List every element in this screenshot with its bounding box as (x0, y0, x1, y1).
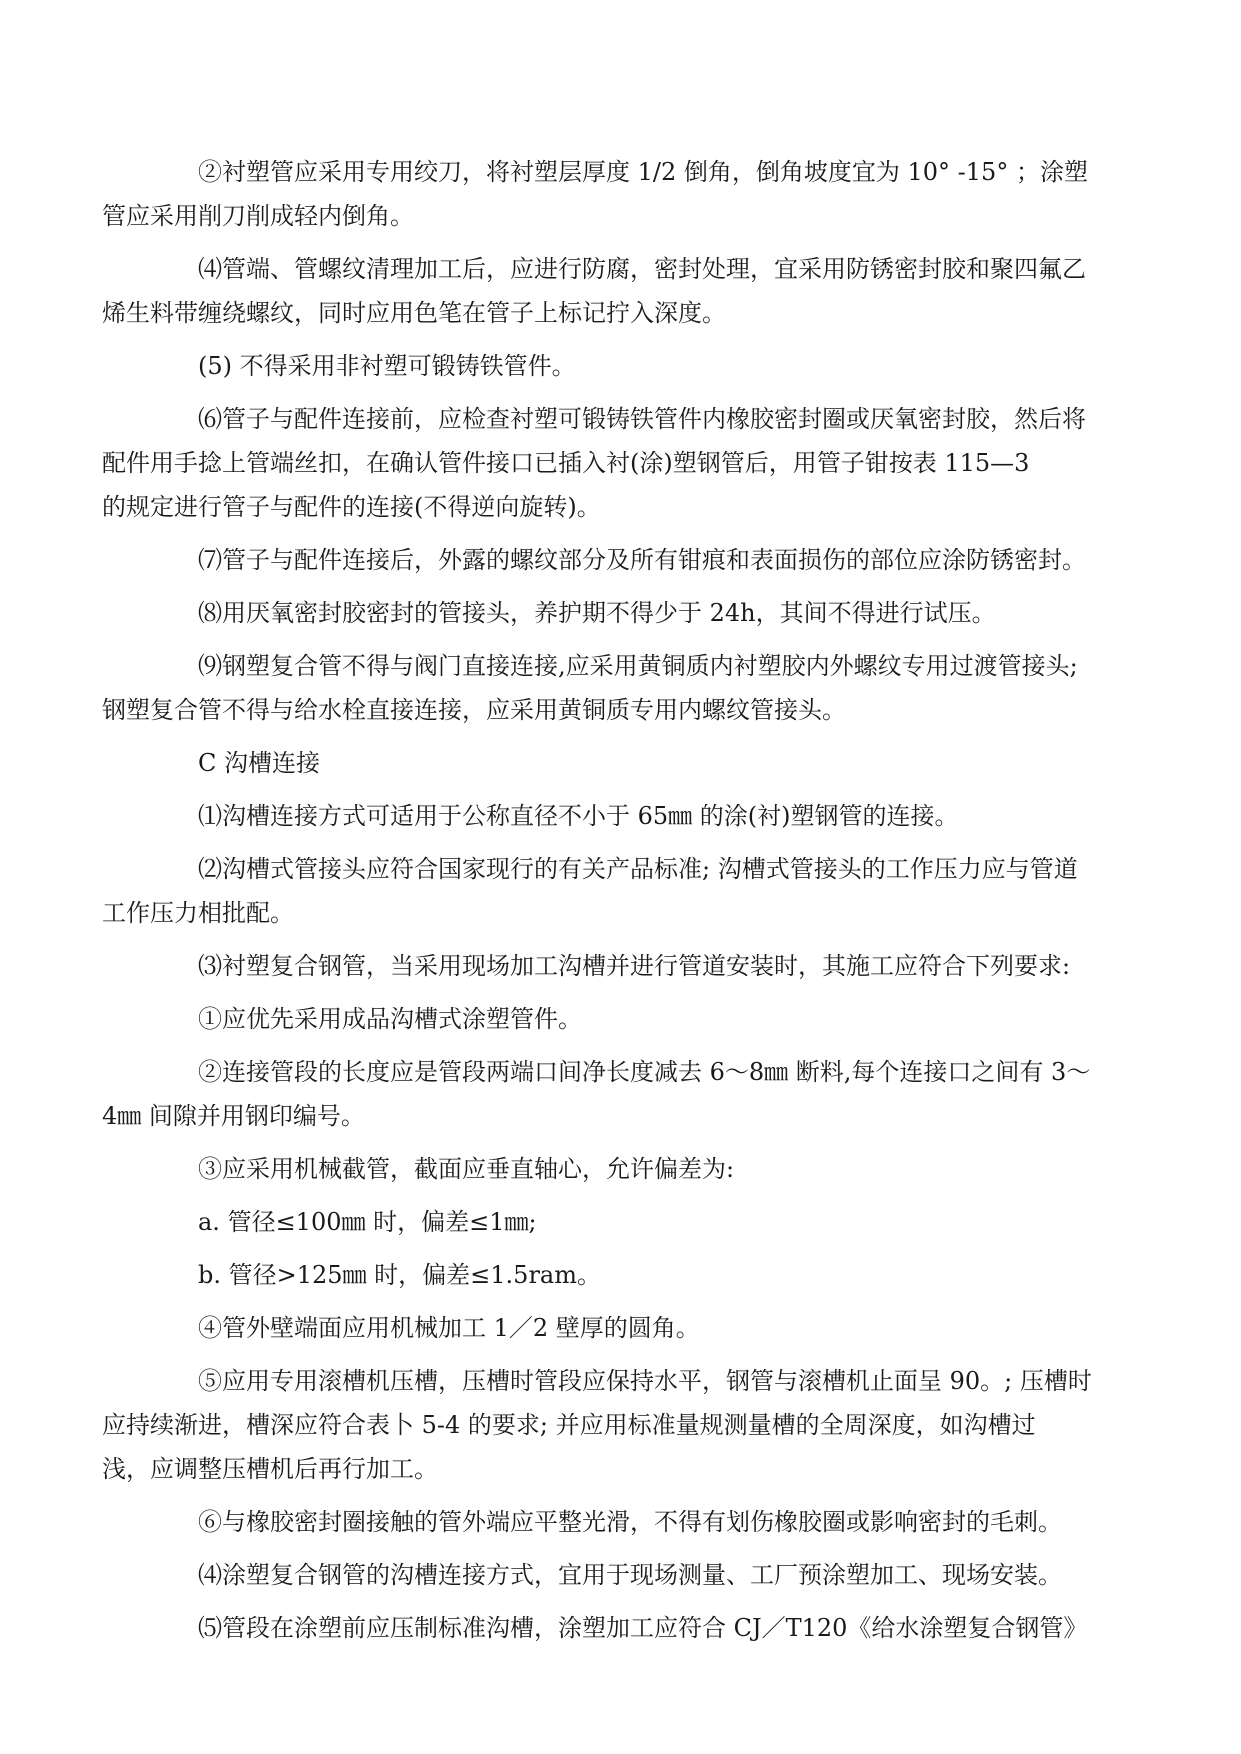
paragraph-line: ⑷涂塑复合钢管的沟槽连接方式，宜用于现场测量、工厂预涂塑加工、现场安装。 (198, 1561, 1062, 1589)
paragraph-line: ⑴沟槽连接方式可适用于公称直径不小于 65㎜ 的涂(衬)塑钢管的连接。 (198, 802, 959, 830)
paragraph-line: ⑻用厌氧密封胶密封的管接头，养护期不得少于 24h，其间不得进行试压。 (198, 599, 996, 627)
paragraph-line: ⑷管端、管螺纹清理加工后，应进行防腐，密封处理，宜采用防锈密封胶和聚四氟乙 (198, 255, 1086, 283)
paragraph-line: ①应优先采用成品沟槽式涂塑管件。 (198, 1005, 582, 1033)
paragraph (150, 538, 1118, 582)
paragraph-line: (5) 不得采用非衬塑可锻铸铁管件。 (198, 352, 576, 380)
document-page (102, 150, 1118, 1659)
paragraph (150, 1253, 1118, 1297)
paragraph (102, 847, 1118, 935)
paragraph (150, 1200, 1118, 1244)
paragraph (102, 644, 1118, 732)
paragraph-line: ②连接管段的长度应是管段两端口间净长度减去 6～8㎜ 断料,每个连接口之间有 3～ (198, 1058, 1091, 1086)
paragraph (150, 344, 1118, 388)
paragraph (102, 150, 1118, 238)
paragraph (150, 591, 1118, 635)
paragraph-line: 应持续渐进，槽深应符合表卜 5-4 的要求; 并应用标准量规测量槽的全周深度，如沟槽过 (102, 1411, 1036, 1439)
paragraph (102, 1359, 1118, 1491)
paragraph (150, 1147, 1118, 1191)
paragraph-line: 配件用手捻上管端丝扣，在确认管件接口已插入衬(涂)塑钢管后，用管子钳按表 115—3 (102, 449, 1030, 477)
paragraph-line: ⑹管子与配件连接前，应检查衬塑可锻铸铁管件内橡胶密封圈或厌氧密封胶，然后将 (198, 405, 1086, 433)
paragraph-line: 工作压力相批配。 (102, 899, 294, 927)
paragraph-line: 钢塑复合管不得与给水栓直接连接，应采用黄铜质专用内螺纹管接头。 (102, 696, 846, 724)
paragraph-line: ⑼钢塑复合管不得与阀门直接连接,应采用黄铜质内衬塑胶内外螺纹专用过渡管接头; (198, 652, 1078, 680)
paragraph-line: ④管外壁端面应用机械加工 1／2 壁厚的圆角。 (198, 1314, 700, 1342)
paragraph-line: ⑶衬塑复合钢管，当采用现场加工沟槽并进行管道安装时，其施工应符合下列要求: (198, 952, 1071, 980)
paragraph (150, 944, 1118, 988)
paragraph (102, 397, 1118, 529)
paragraph-line: a. 管径≤100㎜ 时，偏差≤1㎜; (198, 1208, 537, 1236)
paragraph-line: 4㎜ 间隙并用钢印编号。 (102, 1102, 365, 1130)
paragraph-line: ⑥与橡胶密封圈接触的管外端应平整光滑，不得有划伤橡胶圈或影响密封的毛刺。 (198, 1508, 1062, 1536)
paragraph-line: ⑵沟槽式管接头应符合国家现行的有关产品标准; 沟槽式管接头的工作压力应与管道 (198, 855, 1078, 883)
paragraph-line: C 沟槽连接 (198, 749, 320, 777)
paragraph (102, 1050, 1118, 1138)
paragraph (150, 1306, 1118, 1350)
paragraph-line: ⑸管段在涂塑前应压制标准沟槽，涂塑加工应符合 CJ／T120《给水涂塑复合钢管》 (198, 1614, 1088, 1642)
paragraph (150, 997, 1118, 1041)
paragraph-line: 管应采用削刀削成轻内倒角。 (102, 202, 414, 230)
paragraph-line: ②衬塑管应采用专用绞刀，将衬塑层厚度 1/2 倒角，倒角坡度宜为 10° -15° ；涂塑 (198, 158, 1088, 186)
paragraph-line: ⑤应用专用滚槽机压槽，压槽时管段应保持水平，钢管与滚槽机止面呈 90。; 压槽时 (198, 1367, 1092, 1395)
paragraph-line: ⑺管子与配件连接后，外露的螺纹部分及所有钳痕和表面损伤的部位应涂防锈密封。 (198, 546, 1086, 574)
paragraph (150, 741, 1118, 785)
paragraph-line: ③应采用机械截管，截面应垂直轴心，允许偏差为: (198, 1155, 735, 1183)
paragraph-line: 的规定进行管子与配件的连接(不得逆向旋转)。 (102, 493, 601, 521)
paragraph (150, 1606, 1118, 1650)
paragraph (150, 1500, 1118, 1544)
paragraph (102, 247, 1118, 335)
paragraph (150, 1553, 1118, 1597)
paragraph-line: b. 管径>125㎜ 时，偏差≤1.5ram。 (198, 1261, 601, 1289)
paragraph-line: 浅，应调整压槽机后再行加工。 (102, 1455, 438, 1483)
paragraph-line: 烯生料带缠绕螺纹，同时应用色笔在管子上标记拧入深度。 (102, 299, 726, 327)
paragraph (150, 794, 1118, 838)
